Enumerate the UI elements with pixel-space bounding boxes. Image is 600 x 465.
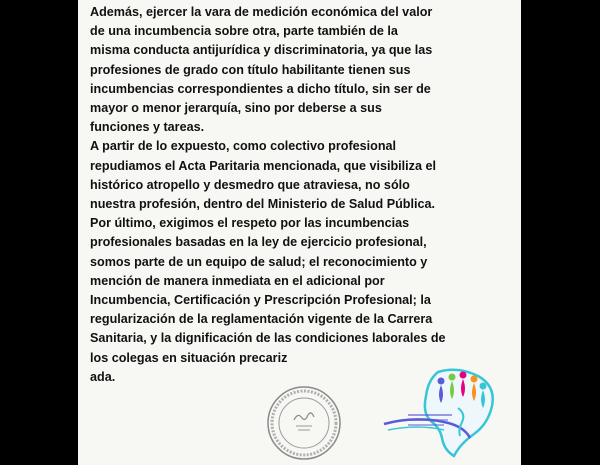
text-line: profesionales basadas en la ley de ejercicio profesional, (90, 235, 427, 250)
text-line: Incumbencia, Certificación y Prescripción Profesional; la (90, 293, 431, 308)
seal-stamp-icon (265, 384, 343, 462)
text-line: A partir de lo expuesto, como colectivo profesional (90, 139, 397, 154)
text-line: Además, ejercer la vara de medición económica del valor (90, 5, 433, 19)
text-line: mayor o menor jerarquía, sino por deberse a sus (90, 101, 382, 116)
paragraph-2 (90, 137, 509, 214)
document-page (78, 0, 521, 465)
text-line: repudiamos el Acta Paritaria mencionada, que visibiliza el (90, 158, 436, 173)
text-line: Sanitaria, y la dignificación de las condiciones laborales de (90, 331, 446, 346)
document-body (90, 3, 509, 387)
text-line: incumbencias correspondientes a dicho título, sin ser de (90, 81, 431, 96)
text-line: de una incumbencia sobre otra, parte también de la (90, 24, 398, 39)
text-line: histórico atropello y desmedro que atraviesa, no sólo (90, 177, 410, 192)
association-logo-icon (378, 364, 513, 460)
text-line: mención de manera inmediata en el adicional por (90, 273, 385, 288)
text-line: misma conducta antijurídica y discriminatoria, ya que las (90, 43, 433, 58)
text-line: nuestra profesión, dentro del Ministerio de Salud Pública. (90, 197, 435, 212)
text-line: profesiones de grado con título habilitante tienen sus (90, 62, 411, 77)
text-line: regularización de la reglamentación vigente de la Carrera (90, 312, 433, 327)
text-line: funciones y tareas. (90, 120, 205, 135)
paragraph-1 (90, 3, 509, 137)
paragraph-3 (90, 214, 509, 387)
text-line: ada. (90, 369, 116, 384)
text-line: los colegas en situación precariz (90, 350, 288, 365)
text-line: somos parte de un equipo de salud; el reconocimiento y (90, 254, 428, 269)
text-line: Por último, exigimos el respeto por las incumbencias (90, 216, 410, 231)
